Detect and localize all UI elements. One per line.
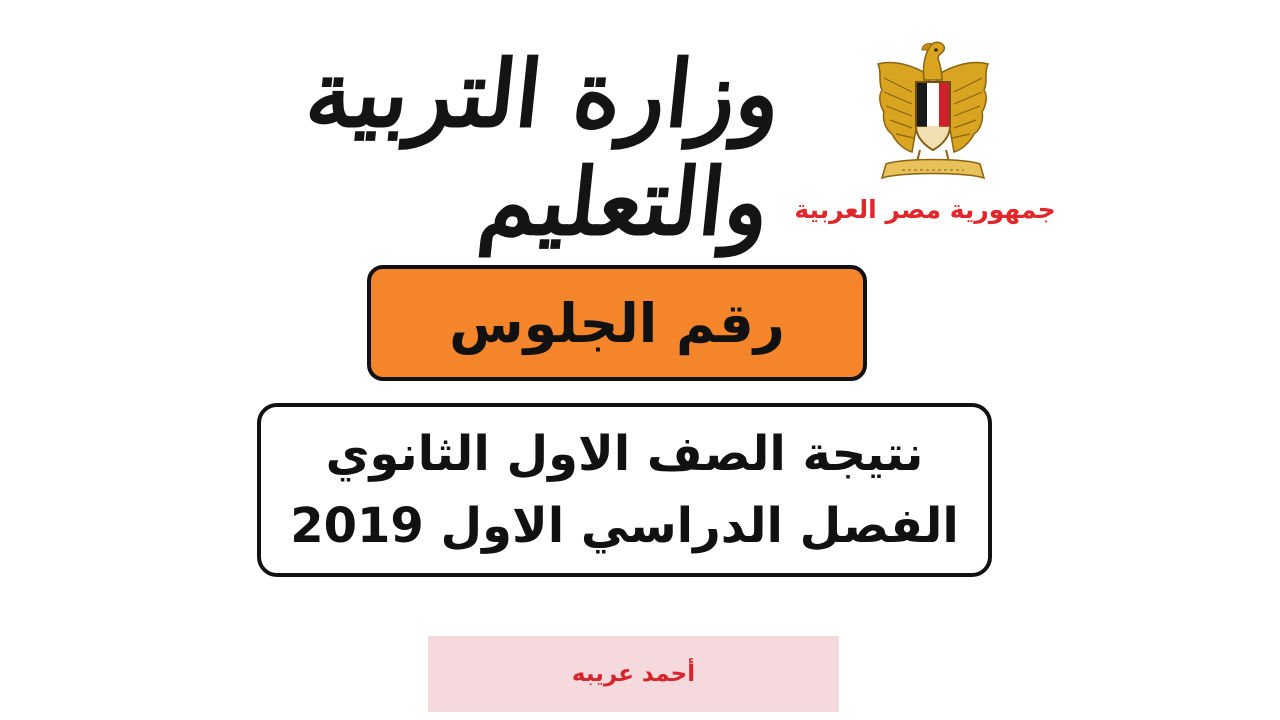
- result-title-box: [257, 403, 992, 577]
- result-title-line2: الفصل الدراسي الاول 2019: [290, 498, 959, 554]
- ministry-title: وزارة التربية والتعليم: [301, 39, 787, 256]
- seat-number-banner: [367, 265, 867, 381]
- egypt-eagle-emblem-icon: [872, 34, 994, 192]
- seat-number-label: رقم الجلوس: [449, 291, 785, 355]
- author-credit: [428, 636, 839, 712]
- author-name: أحمد عريبه: [571, 661, 696, 687]
- republic-label: جمهورية مصر العربية: [794, 195, 1056, 224]
- result-title-line1: نتيجة الصف الاول الثانوي: [325, 426, 924, 482]
- ministry-calligraphy-logo: [185, 39, 787, 256]
